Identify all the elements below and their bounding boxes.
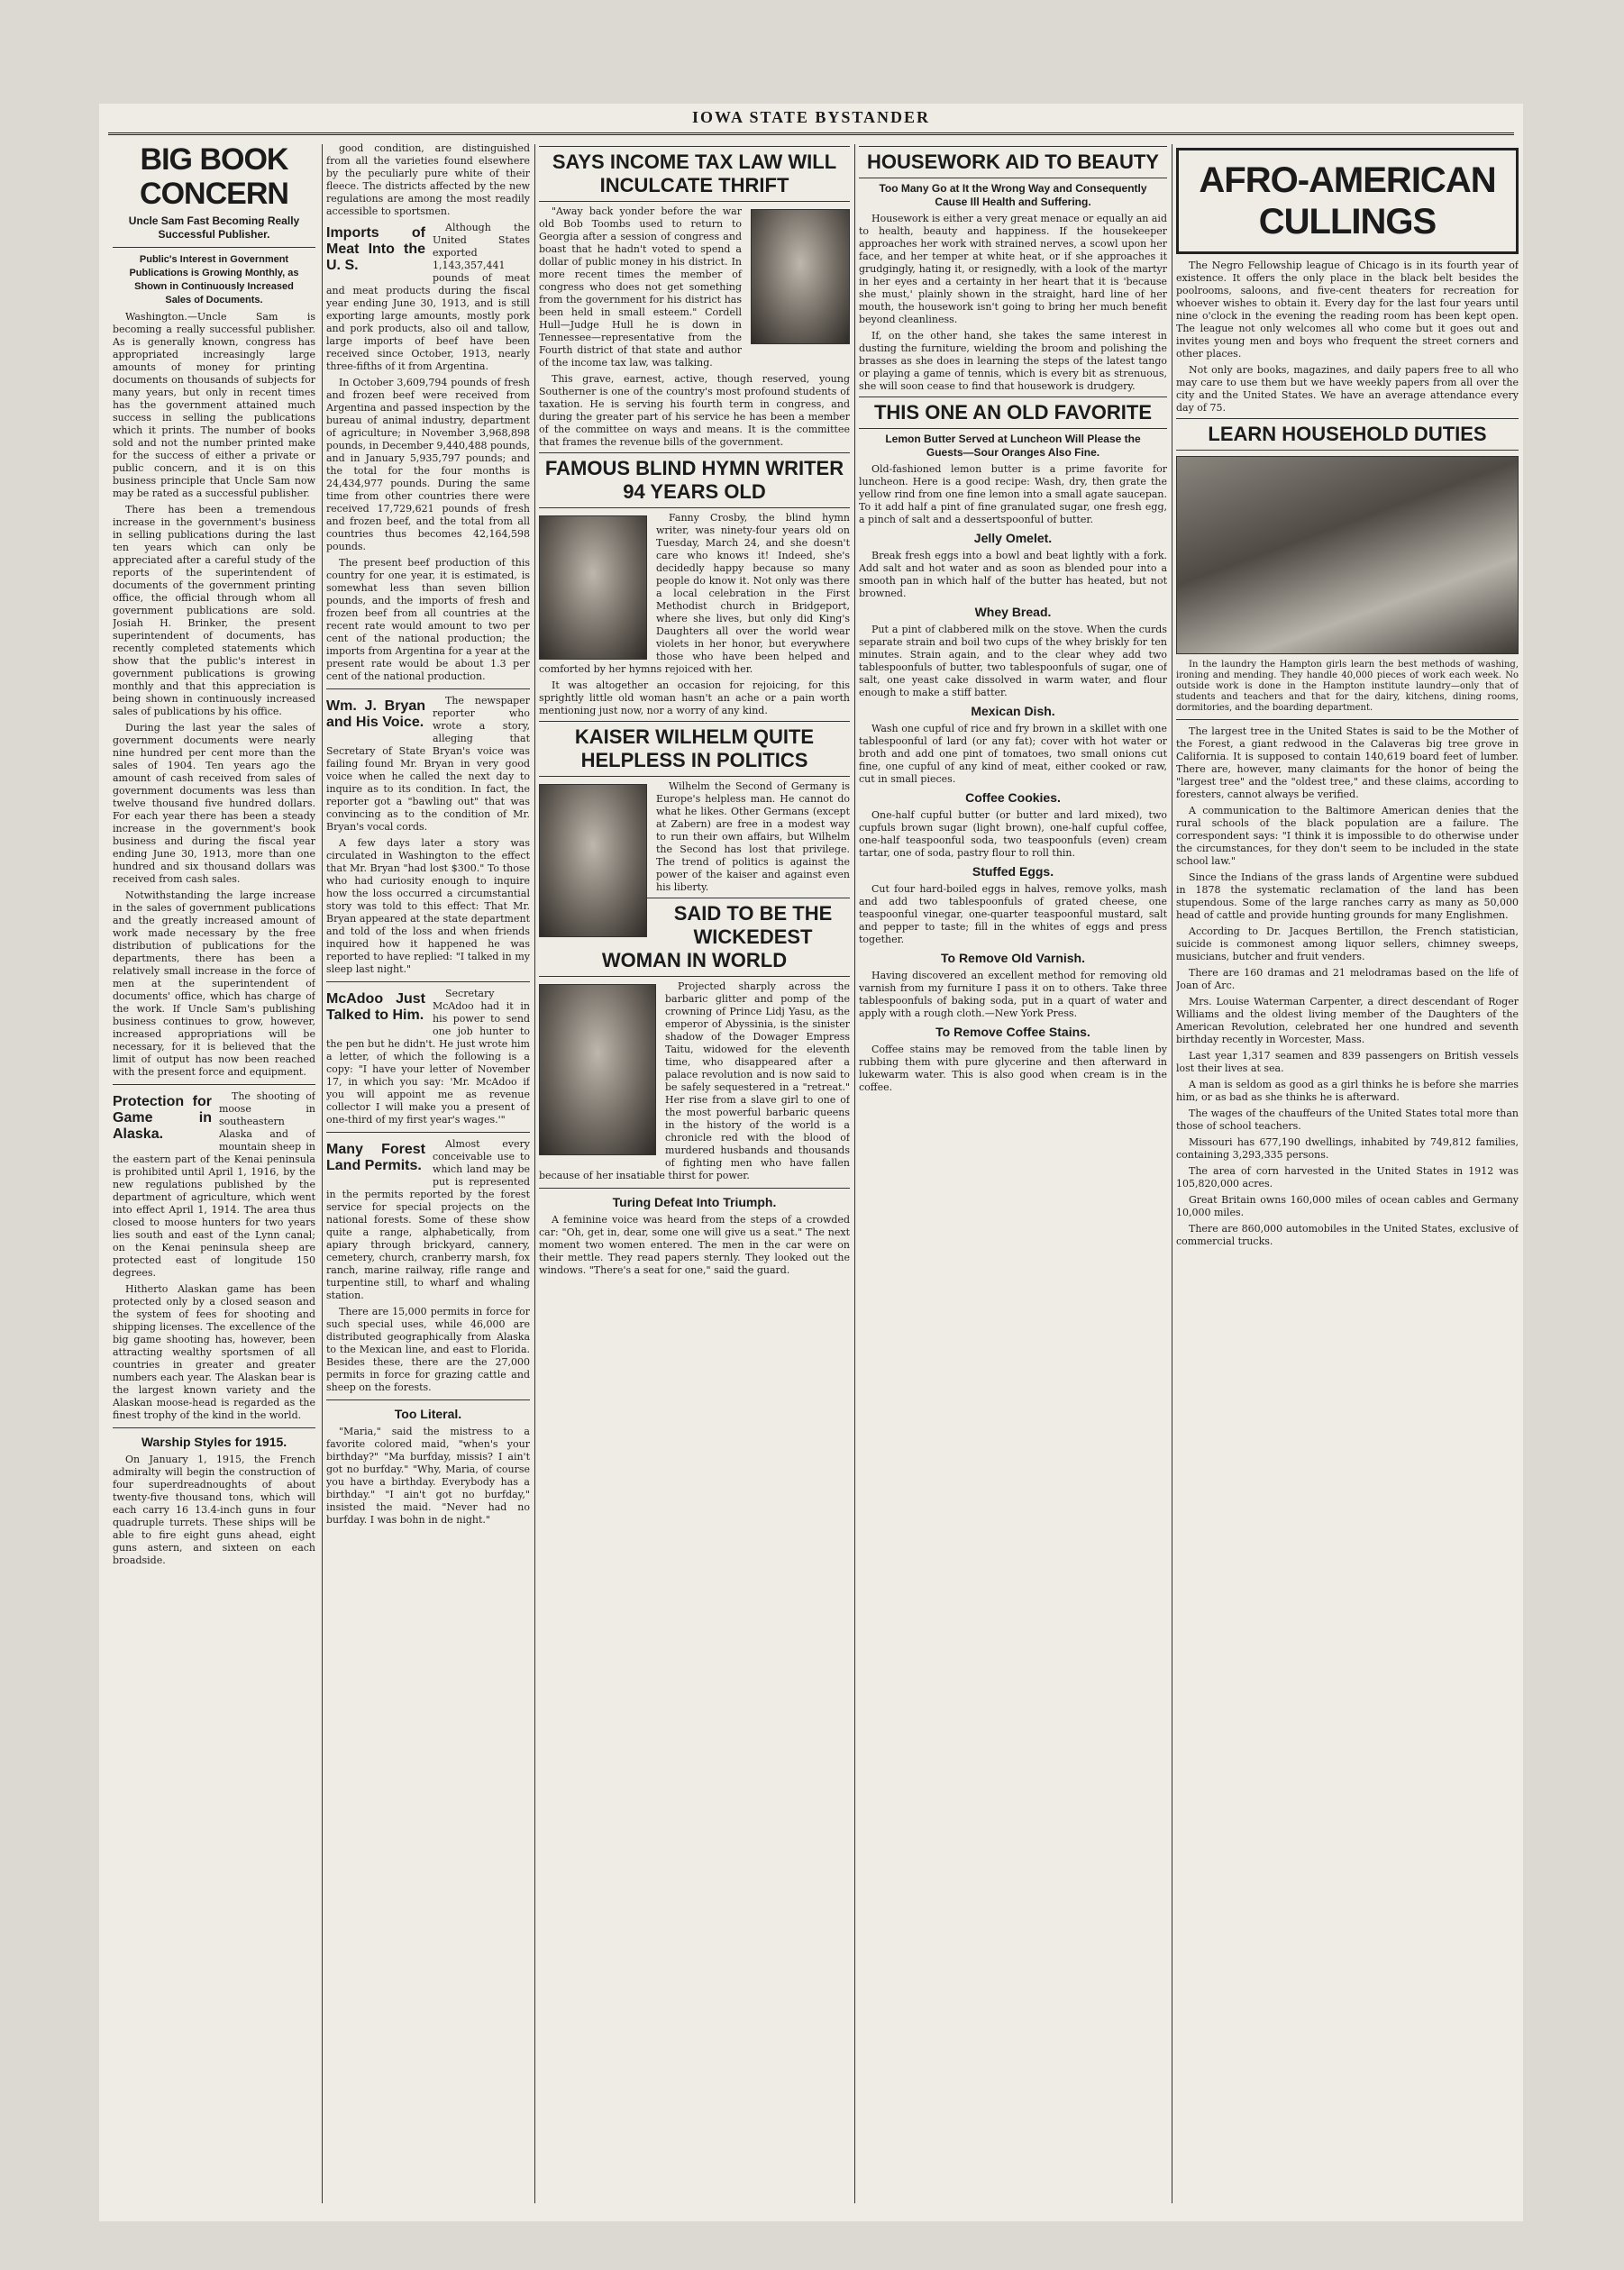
portrait-empress-taitu [539,984,656,1155]
article-text: Having discovered an excellent method for removing old varnish from my furniture I pass it on to others. Take three tablespoonfuls of baking soda, put in a quart of water and apply with a rough cloth.—New York Press. [859,970,1167,1019]
article-text: Wilhelm the Second of Germany is Europe's helpless man. He cannot do what he likes. Other Germans (except at Zabern) are free in a modest way to run their own affairs, but Wilhelm the Second has lost that privilege. The trend of politics is against the power of the kaiser and against even his liberty. [656,780,850,893]
article-text: Projected sharply across the barbaric glitter and pomp of the crowning of Prince Lidj Yasu, as the emperor of Abyssinia, is the sinister shadow of the Dowager Empress Taitu, widowed for the eleventh time, who disappeared after a palace revolution and is now said to be safely sequestered in a "retreat." Her rise from a slave girl to one of the most powerful barbaric queens in the history of the world is a chronicle red with the blood of murdered husbands and thousands of fighting men who have fallen because of her insatiable thirst for power. [539,980,850,1181]
article-text: Last year 1,317 seamen and 839 passengers on British vessels lost their lives at sea. [1176,1050,1519,1074]
article-text: Housework is either a very great menace or equally an aid to health, beauty and happiness. If the housekeeper approaches her work with strained nerves, a scowl upon her face, and her temper at white heat, or if she approaches it grudgingly, hating it, or resignedly, with a look of the martyr in her eyes and a certainty in her heart that it is 'because she must,' plainly shown in the straight, hard line of her mouth, the housework isn't going to bring her much benefit beyond cleanliness. [859,213,1167,325]
article-text: The newspaper reporter who wrote a story, alleging that Secretary of State Bryan's voice was failing found Mr. Bryan in very good voice when he called the next day to inquire as to its condition. In fact, the reporter got a "bawling out" that was convincing as to the condition of Mr. Bryan's vocal cords. [326,695,530,833]
side-headline: Too Literal. [394,1407,462,1421]
portrait-cordell-hull [751,209,850,344]
article-text: Old-fashioned lemon butter is a prime favorite for luncheon. Here is a good recipe: Wash, dry, then grate the yellow rind from one fine lemon into a small agate saucepan. To it add half a pint of fine granulated sugar, one fresh egg, a pinch of salt and a dessertspoonful of butter. [859,463,1167,525]
article-text: Almost every conceivable use to which land may be put is represented in the permits reported by the forest service for special projects on the national forests. Some of these show quite a range, alphabetically, from apiary through brickyard, cannery, cemetery, church, cranberry marsh, fox ranch, marine railway, rifle range and turpentine still, to wharf and whaling station. [326,1138,530,1301]
article-text: On January 1, 1915, the French admiralty will begin the construction of four superdreadnoughts of about twenty-five thousand tons, which will each carry 16 13.4-inch guns in four quadruple turrets. These ships will be able to fire eight guns ahead, eight guns astern, and sixteen on each broadside. [113,1454,315,1566]
column-rule [854,144,855,2203]
article-text: A communication to the Baltimore American denies that the rural schools of the black population are a failure. The correspondent says: "I think it is impossible to do otherwise under the circumstances, for they don't seem to be included in the state school law." [1176,805,1519,867]
divider [113,247,315,248]
article-text: In October 3,609,794 pounds of fresh and frozen beef were received from Argentina and passed inspection by the bureau of animal industry, department of agriculture; in November 3,968,898 pounds, in December 9,440,488 pounds, and in January 5,935,797 pounds; and the total for the four months is 24,434,977 pounds. During the same time from other countries there were received 17,729,621 pounds of fresh and frozen beef, and the total from all countries thus becomes 42,164,598 pounds. [326,377,530,552]
article-text: A few days later a story was circulated in Washington to the effect that Mr. Bryan "had lost $300." To those who had curiosity enough to inquire how the loss occurred a circumstantial story was told to this effect: That Mr. Bryan appeared at the state department and told of the loss and when friends inquired how it happened he was reported to have replied: "I talked in my sleep last night." [326,837,530,975]
article-text: There are 860,000 automobiles in the United States, exclusive of commercial trucks. [1176,1223,1519,1247]
side-headline: McAdoo Just Talked to Him. [326,991,425,1023]
masthead: IOWA STATE BYSTANDER [108,108,1514,135]
column-5 [1176,142,1519,2206]
column-rule [322,144,323,2203]
divider [326,981,530,982]
article-text: There has been a tremendous increase in the government's business in selling publications during the last ten years which can only be appreciated after a careful study of the reports of the superintendent of documents of the government printing office, the official through whom all government publications are sold. Josiah H. Brinker, the present superintendent of documents, has recently completed statements which show that the public's interest in government publications is growing monthly and that this appreciation is being shown in continuously increased sales of publications by his office. [113,504,315,717]
headline-afro-american-cullings: AFRO-AMERICAN CULLINGS [1176,148,1519,254]
article-text: Great Britain owns 160,000 miles of ocean cables and Germany 10,000 miles. [1176,1194,1519,1218]
side-headline: Imports of Meat Into the U. S. [326,225,425,273]
article-text: During the last year the sales of government documents were nearly nine hundred per cent more than the sales of 1904. Ten years ago the amount of cash received from sales of government documents was less than twelve thousand five hundred dollars. For each year there has been a steady increase in the government's book business and during the fiscal year ending June 30, 1913, more than one hundred and six thousand dollars was received from cash sales. [113,722,315,885]
article-text: Break fresh eggs into a bowl and beat lightly with a fork. Add salt and hot water and as soon as blended pour into a smooth pan in which half of the butter has heated, but not browned. [859,550,1167,599]
article-text: There are 160 dramas and 21 melodramas based on the life of Joan of Arc. [1176,967,1519,991]
article-text: If, on the other hand, she takes the same interest in dusting the furniture, wielding the broom and polishing the brasses as she does in learning the steps of the latest tango or playing a game of tennis, which is every bit as strenuous, she will soon cease to find that housework is drudgery. [859,330,1167,392]
divider [326,1132,530,1133]
article-text: The shooting of moose in southeastern Alaska and of mountain sheep in the eastern part of the Kenai peninsula is prohibited until April 1, 1916, by the new regulations published by the department of agriculture, which went into effect April 1, 1914. The area thus closed to moose hunters for two years lies south and east of the Lynn canal; on the Kenai peninsula sheep are protected east of longitude 150 degrees. [113,1090,315,1279]
recipe-title: To Remove Old Varnish. [940,951,1085,965]
article-text: "Away back yonder before the war old Bob Toombs used to return to Georgia after a session of congress and boast that he hadn't voted to spend a dollar of public money in his district. In more recent times the member of congress who does not get something from the government for his district has been held in small esteem." Cordell Hull—Judge Hull he is down in Tennessee—representative from the Fourth district of that state and author of the income tax law, was talking. [539,205,742,369]
column-4 [859,142,1167,2206]
article-text: Cut four hard-boiled eggs in halves, remove yolks, mash and add two tablespoonfuls of grated cheese, one teaspoonful vinegar, one-quarter teaspoonful mustard, salt and pepper to taste; fill in the whites of eggs and press together. [859,883,1167,945]
headline-kaiser-wilhelm: KAISER WILHELM QUITE HELPLESS IN POLITICS [539,721,850,777]
article-text: Washington.—Uncle Sam is becoming a really successful publisher. As is generally known, congress has appropriated increasingly large amounts of money for printing documents on thousands of subjects for many years, but only in recent times has the government attained much success in selling the publications which it prints. The number of books sold and not the number printed make for the success of either a private or public concern, and it is on this business principle that Uncle Sam now may be rated as a successful publisher. [113,311,315,499]
article-text: Put a pint of clabbered milk on the stove. When the curds separate strain and boil two cups of the whey briskly for ten minutes. Strain again, and to the clear whey add two tablespoonfuls of butter, two tablespoonfuls of sugar, one of salt, one yeast cake dissolved in warm water, and flour enough to make a stiff batter. [859,624,1167,698]
divider [113,1427,315,1428]
article-text: There are 15,000 permits in force for such special uses, while 46,000 are distributed geographically from Alaska to the Mexican line, and east to Florida. Besides these, there are the 27,000 permits in force for grazing cattle and sheep on the forests. [326,1306,530,1393]
recipe-title: Jelly Omelet. [973,531,1053,545]
article-text: It was altogether an occasion for rejoicing, for this sprightly little old woman hasn't an ache or a pain worth mentioning just now, nor a worry of any kind. [539,679,850,716]
article-text: Since the Indians of the grass lands of Argentine were subdued in 1878 the systematic reclamation of the land has been stupendous. Some of the large ranches carry as many as 50,000 head of cattle and provide hunting grounds for many Englishmen. [1176,871,1519,921]
side-headline: Wm. J. Bryan and His Voice. [326,698,425,730]
headline-household-duties: LEARN HOUSEHOLD DUTIES [1176,418,1519,451]
article-text: The present beef production of this country for one year, it is estimated, is somewhat less than seven billion pounds, and the imports of fresh and frozen beef from all countries at the recent rate would amount to two per cent of the national production; the imports from Argentina for a year at the present rate would be about 1.3 per cent of the national production. [326,557,530,682]
column-rule [534,144,535,2203]
headline-housework-beauty: HOUSEWORK AID TO BEAUTY [859,146,1167,178]
photo-laundry [1176,456,1519,654]
deck: Too Many Go at It the Wrong Way and Consequently Cause Ill Health and Suffering. [879,182,1147,208]
article-text: Hitherto Alaskan game has been protected only by a closed season and the system of fees for shooting and shipping licenses. The excellence of the big game shooting has, however, been attracting wealthy sportsmen of all countries in greater and greater numbers each year. The Alaskan bear is the largest known variety and the Alaskan moose-head is regarded as the finest trophy of the kind in the world. [113,1283,315,1421]
article-text: The Negro Fellowship league of Chicago is in its fourth year of existence. It offers the only place in the black belt besides the poolrooms, saloons, and five-cent theaters for recreation for whoever wishes to obtain it. Every day for the last four years until nine o'clock in the evening the reading room has been kept open. The league not only welcomes all who come but it goes out and invites young men and boys who frequent the street corners and other places. [1176,260,1519,360]
recipe-title: Mexican Dish. [971,704,1055,718]
divider [1176,719,1519,720]
column-1 [113,142,315,2206]
article-text: A feminine voice was heard from the steps of a crowded car: "Oh, get in, dear, some one will give us a seat." The next moment two women entered. The men in the car were on their mettle. They read papers sternly. They looked out the windows. "There's a seat for one," said the guard. [539,1214,850,1276]
side-headline: Warship Styles for 1915. [141,1435,287,1449]
article-text: Coffee stains may be removed from the table linen by rubbing them with pure glycerine and then afterward in lukewarm water. This is also good when cream is in the coffee. [859,1044,1167,1093]
portrait-fanny-crosby [539,515,647,660]
recipe-title: Coffee Cookies. [965,790,1061,805]
deck: Lemon Butter Served at Luncheon Will Please the Guests—Sour Oranges Also Fine. [885,433,1141,459]
article-text: "Maria," said the mistress to a favorite colored maid, "when's your birthday?" "Ma burfday, missis? I ain't got no burfday." "Why, Maria, of course you have a birthday. Everybody has a birthday." "I ain't got no burfday," insisted the maid. "Never had no burfday. I was bohn in de night." [326,1426,530,1526]
article-text: One-half cupful butter (or butter and lard mixed), two cupfuls brown sugar (light brown), one-half cupful coffee, one-half teaspoonful soda, two teaspoonfuls (even) cream tartar, one of soda, pastry flour to roll thin. [859,809,1167,859]
column-2 [326,142,530,2206]
recipe-title: Stuffed Eggs. [972,864,1054,879]
article-text: good condition, are distinguished from all the varieties found elsewhere by the peculiarly pure white of their fleece. The districts affected by the new regulations are among the most readily accessible to sportsmen. [326,142,530,217]
headline-income-tax: SAYS INCOME TAX LAW WILL INCULCATE THRIFT [539,146,850,202]
article-text: Wash one cupful of rice and fry brown in a skillet with one tablespoonful of lard (or any fat); cover with hot water or broth and add one pint of tomatoes, two small onions cut fine, one cupful of any kind of meat, either cooked or raw, cut in small pieces. [859,723,1167,785]
divider [113,1084,315,1085]
article-text: The area of corn harvested in the United States in 1912 was 105,820,000 acres. [1176,1165,1519,1190]
recipe-title: Whey Bread. [974,605,1052,619]
article-text: A man is seldom as good as a girl thinks he is before she marries him, or as bad as she thinks he is afterward. [1176,1079,1519,1103]
article-text: According to Dr. Jacques Bertillon, the French statistician, suicide is commonest among liquor sellers, chimney sweeps, musicians, butcher and fruit venders. [1176,925,1519,962]
side-headline: Turing Defeat Into Triumph. [612,1195,777,1209]
side-headline: Many Forest Land Permits. [326,1142,425,1173]
article-text: Notwithstanding the large increase in the sales of government publications and the greatly increased amount of work made necessary by the free distribution of publications for the departments, there has been a relatively small increase in the force of men at the superintendent of documents' office, which has charge of the work. If Uncle Sam's publishing business continues to grow, however, increased appropriations will be necessary, for it is believed that the limit of output has now been reached with the present force and equipment. [113,889,315,1078]
headline-blind-hymn-writer: FAMOUS BLIND HYMN WRITER 94 YEARS OLD [539,452,850,508]
article-text: Missouri has 677,190 dwellings, inhabited by 749,812 families, containing 3,293,335 persons. [1176,1136,1519,1161]
portrait-kaiser-wilhelm [539,784,647,937]
column-3 [539,142,850,2206]
divider [326,1399,530,1400]
article-text: The wages of the chauffeurs of the United States total more than those of school teachers. [1176,1108,1519,1132]
deck: Uncle Sam Fast Becoming Really Successful Publisher. [128,214,300,241]
divider [539,1188,850,1189]
recipe-title: To Remove Coffee Stains. [935,1025,1090,1039]
side-headline: Protection for Game in Alaska. [113,1094,212,1142]
headline-wickedest-woman: SAID TO BE THE WICKEDEST WOMAN IN WORLD [539,898,850,977]
article-text: Fanny Crosby, the blind hymn writer, was ninety-four years old on Tuesday, March 24, and she doesn't care who knows it! Indeed, she's decidedly happy because so many people do know it. Not only was there a local celebration in the First Methodist church in Bridgeport, where she lives, but only did King's Daughters all over the world wear violets in her honor, but everywhere those who have been helped and comforted by her hymns rejoiced with her. [539,512,850,675]
headline-old-favorite: THIS ONE AN OLD FAVORITE [859,397,1167,429]
article-text: Although the United States exported 1,143,357,441 pounds of meat and meat products during the fiscal year ending June 30, 1913, and is still exporting large amounts, mostly pork and pork products, also oil and tallow, large imports of beef have been received since October, 1913, nearly three-fifths of it from Argentina. [326,222,530,372]
article-text: Mrs. Louise Waterman Carpenter, a direct descendant of Roger Williams and the oldest living member of the Daughters of the American Revolution, celebrated her one hundred and seventh birthday recently in Worcester, Mass. [1176,996,1519,1045]
deck: Public's Interest in Government Publications is Growing Monthly, as Shown in Continuously Increased Sales of Documents. [129,254,299,305]
photo-caption: In the laundry the Hampton girls learn the best methods of washing, ironing and mending. They handle 40,000 pieces of work each week. No outside work is done in the Hampton institute laundry—only that of students and teachers and that for the dairy, kitchens, dining rooms, dormitories, and the boarding department. [1176,660,1519,713]
headline-big-book-concern: BIG BOOK CONCERN [140,142,288,211]
article-text: Secretary McAdoo had it in his power to send one job hunter to the pen but he didn't. He just wrote him a letter, of which the following is a copy: "I have your letter of November 17, in which you say: 'Mr. McAdoo if you will appoint me as revenue collector I will make you a present of one-third of my first year's wages.'" [326,988,530,1126]
article-text: This grave, earnest, active, though reserved, young Southerner is one of the country's most profound students of taxation. He is serving his fourth term in congress, and during the greater part of his service he has been a member of the committee on ways and means. It is the committee that frames the revenue bills of the government. [539,373,850,448]
divider [326,688,530,689]
article-text: The largest tree in the United States is said to be the Mother of the Forest, a giant redwood in the Calaveras big tree grove in California. It is supposed to contain 140,619 board feet of lumber. There are, however, many claimants for the honor of being the "largest tree" and the "oldest tree," and these claims, according to foresters, cannot always be verified. [1176,725,1519,800]
article-text: Not only are books, magazines, and daily papers free to all who may care to use them but we have weekly papers from all over the city and the United States. We have an average attendance every day of 75. [1176,364,1519,414]
